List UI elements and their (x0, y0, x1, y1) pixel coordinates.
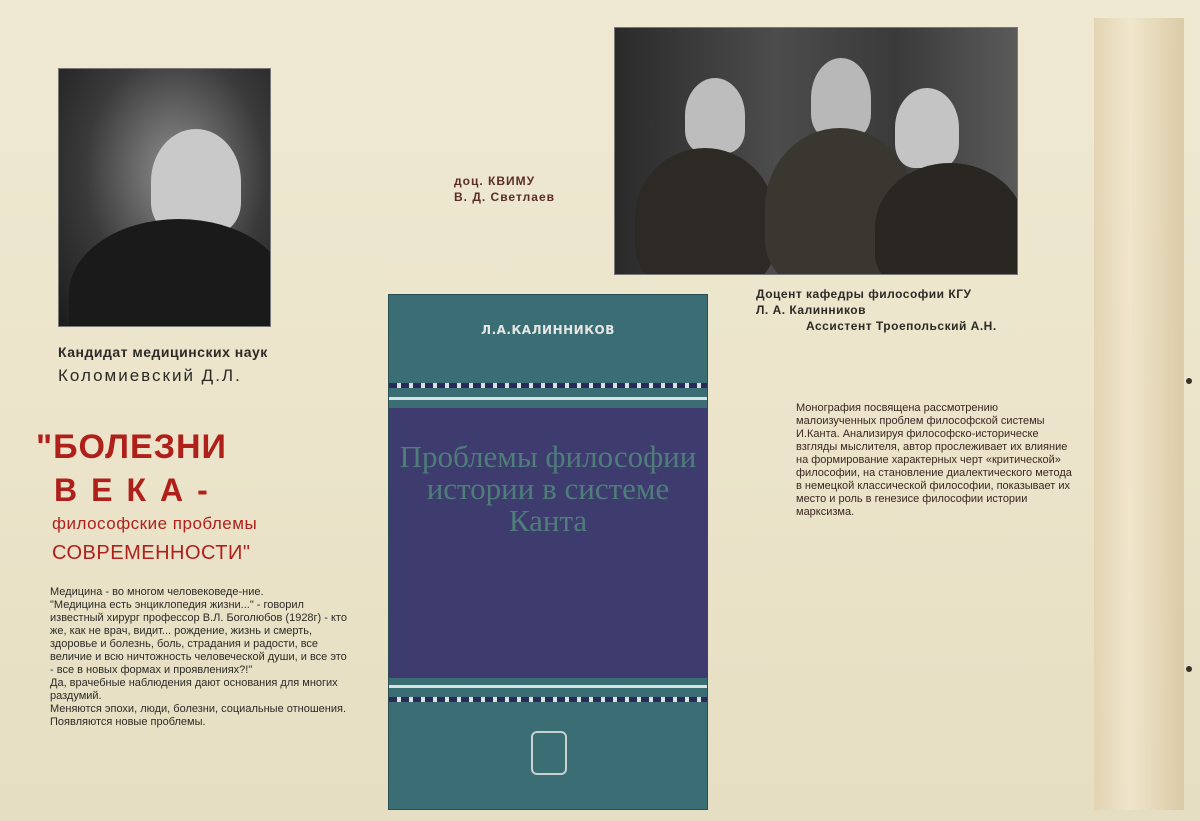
medicine-paragraph-4: Меняются эпохи, люди, болезни, социальные отношения. Появляются новые проблемы. (50, 703, 347, 728)
person2-head (811, 58, 871, 138)
rule-top (389, 397, 707, 400)
tape-strip (1094, 18, 1184, 810)
group-caption-line1: Доцент кафедры философии КГУ (756, 287, 972, 301)
medicine-text (50, 586, 350, 729)
body-shape (69, 219, 271, 327)
group-photo (614, 27, 1018, 275)
book-cover (388, 294, 708, 810)
book-title: Проблемы философии истории в системе Канта (399, 439, 697, 538)
pin-hole (1186, 666, 1192, 672)
book-author: Л.А.КАЛИННИКОВ (481, 323, 615, 337)
rule-bottom (389, 685, 707, 688)
headline-line3: философские проблемы (52, 514, 258, 533)
group-caption-line2: Л. А. Калинников (756, 303, 866, 317)
medicine-paragraph-2: "Медицина есть энциклопедия жизни..." - говорил известный хирург профессор В.Л. Боголюбов (1928г) - кто же, как не врач, видит... рождение, жизнь и смерть, здоровье и болезнь, боль, страдания и радости, все величие и всю ничтожность человеческой души, и все это - все в новых формах и проявлениях?!" (50, 599, 347, 676)
person1-head (685, 78, 745, 153)
middle-caption-line2: В. Д. Светлаев (454, 190, 556, 204)
portrait-caption-title: Кандидат медицинских наук (58, 344, 268, 360)
head-shape (151, 129, 241, 234)
headline-line1: "БОЛЕЗНИ (36, 428, 227, 466)
headline-line2: ВЕКА- (54, 472, 222, 508)
ornament-top (389, 383, 707, 388)
medicine-paragraph-3: Да, врачебные наблюдения дают основания для многих раздумий. (50, 677, 338, 702)
headline-line4: СОВРЕМЕННОСТИ" (52, 542, 251, 564)
group-caption-line3: Ассистент Троепольский А.Н. (806, 319, 997, 333)
medicine-paragraph-1: Медицина - во многом человековеде-ние. (50, 586, 264, 598)
pin-hole (1186, 378, 1192, 384)
middle-caption-line1: доц. КВИМУ (454, 174, 536, 188)
portrait-photo (58, 68, 271, 327)
portrait-caption-name: Коломиевский Д.Л. (58, 366, 242, 385)
ornament-bottom (389, 697, 707, 702)
monograph-description: Монография посвящена рассмотрению малоизученных проблем философской системы И.Канта. Анализируя философско-историческе взгляды мыслителя, автор прослеживает их влияние на формирование характерных черт «критической» философии, на становление диалектического метода в немецкой классической философии, показывает их место и роль в генезисе философии истории марксизма. (796, 402, 1072, 518)
person1-body (635, 148, 775, 275)
person3-head (895, 88, 959, 168)
publisher-emblem-icon (531, 731, 567, 775)
